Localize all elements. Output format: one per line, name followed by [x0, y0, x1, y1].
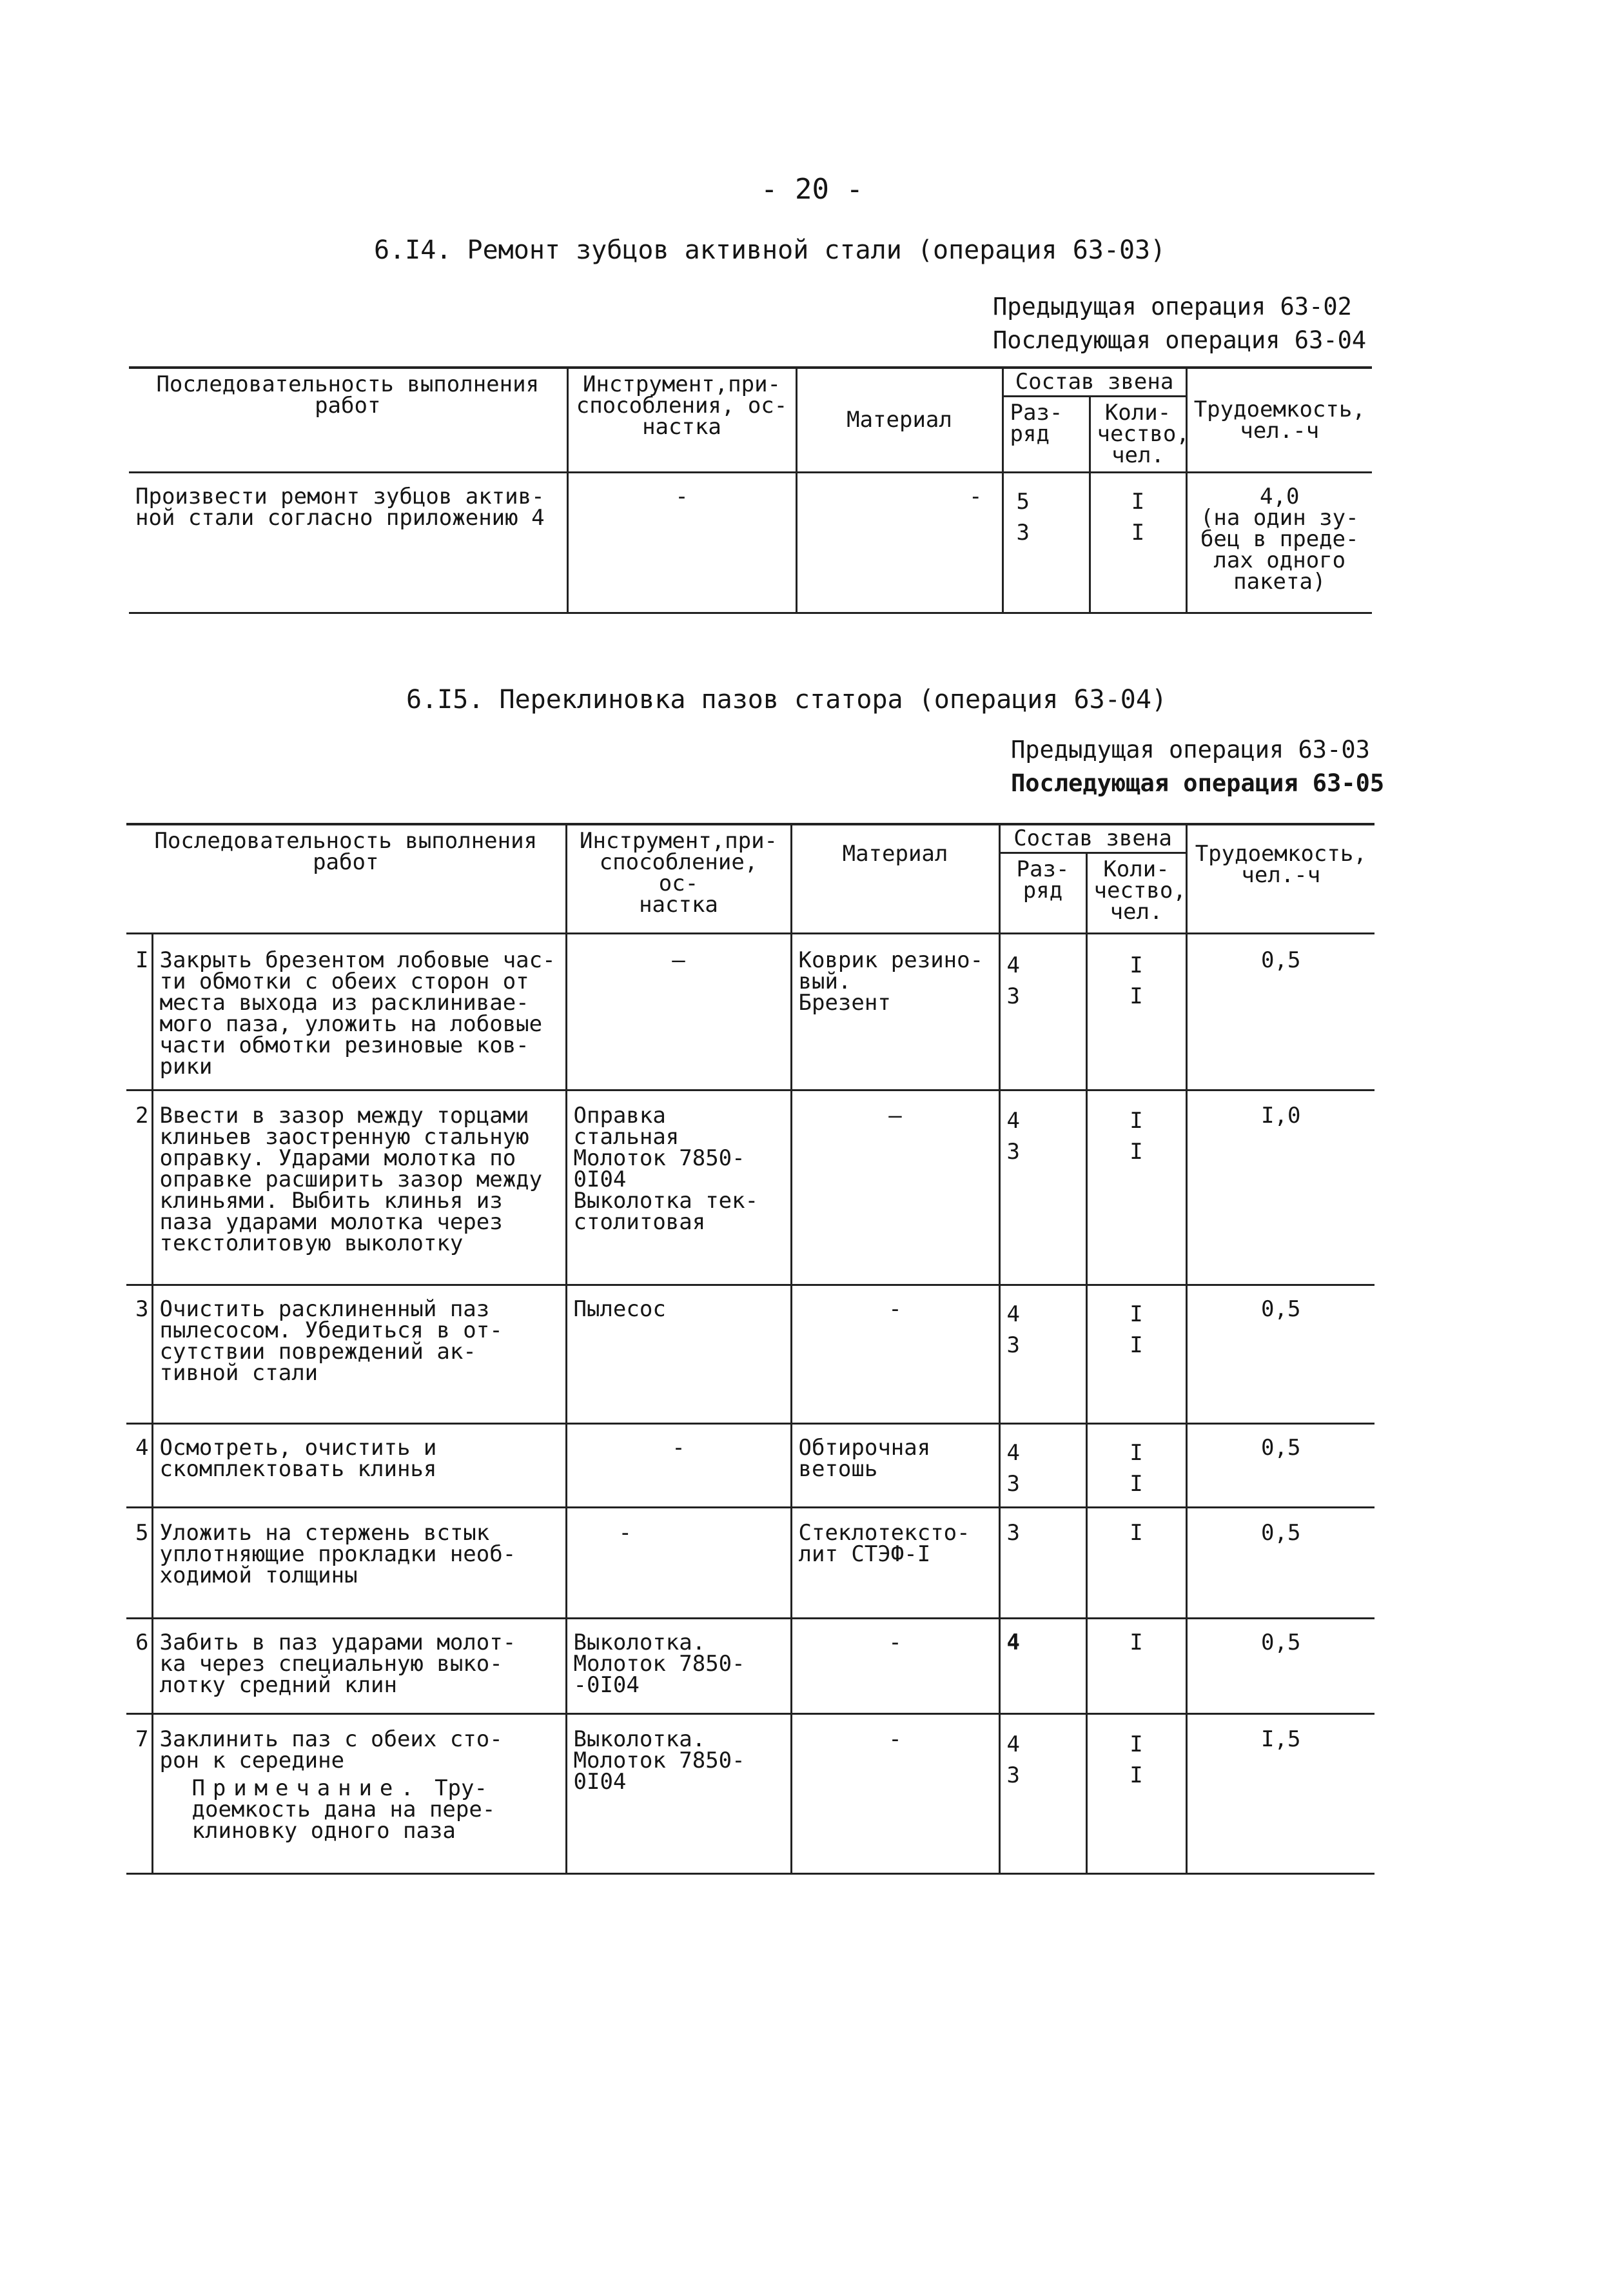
labor-cell: 0,5	[1186, 1508, 1375, 1619]
note	[160, 1771, 559, 1842]
operation-refs	[993, 290, 1366, 357]
grade-cell: 4 3	[999, 1424, 1086, 1508]
material-cell: -	[791, 1714, 999, 1874]
header-material: Материал	[796, 368, 1003, 473]
material-cell: Обтирочная ветошь	[791, 1424, 999, 1508]
header-tools: Инструмент,при- способления, ос- настка	[567, 368, 796, 473]
material-cell: Коврик резино- вый. Брезент	[791, 934, 999, 1090]
next-operation: Последующая операция 63-04	[993, 326, 1367, 354]
header-count: Коли- чество, чел.	[1090, 397, 1186, 473]
grade-cell: 4 3	[999, 934, 1086, 1090]
work-description: Закрыть брезентом лобовые час- ти обмотки с обеих сторон от места выхода из расклинивае- мого паза, уложить на лобовые части обмотки резиновые ков- рики	[152, 934, 566, 1090]
work-description: Произвести ремонт зубцов актив- ной стали согласно приложению 4	[135, 484, 545, 531]
header-tools: Инструмент,при- способление, ос- настка	[566, 824, 791, 934]
previous-operation: Предыдущая операция 63-03	[1011, 736, 1370, 764]
header-crew: Состав звена	[999, 824, 1186, 853]
tools-cell: -	[567, 473, 796, 613]
work-description: Очистить расклиненный паз пылесосом. Убедиться в от- сутствии повреждений ак- тивной стали	[152, 1285, 566, 1424]
note-text: Тру- доемкость дана на пере- клиновку одного паза	[191, 1775, 496, 1844]
tools-cell: Выколотка. Молоток 7850- 0I04	[566, 1714, 791, 1874]
header-grade: Раз- ряд	[1003, 397, 1090, 473]
row-number: 5	[135, 1520, 149, 1546]
row-number: 7	[135, 1726, 149, 1752]
material-cell: -	[796, 473, 1003, 613]
tools-cell: -	[566, 1508, 791, 1619]
labor-cell: 0,5	[1186, 934, 1375, 1090]
row-number: 6	[135, 1630, 149, 1655]
grade-cell: 4	[999, 1619, 1086, 1714]
labor-cell: 4,0 (на один зу- бец в преде- лах одного пакета)	[1186, 473, 1372, 613]
header-crew: Состав звена	[1003, 368, 1186, 397]
grade-cell: 4 3	[999, 1090, 1086, 1285]
page-number: - 20 -	[761, 173, 863, 206]
work-description: Осмотреть, очистить и скомплектовать клинья	[152, 1424, 566, 1508]
count-cell: I	[1086, 1619, 1186, 1714]
next-operation: Последующая операция 63-05	[1011, 769, 1385, 797]
tools-cell: Выколотка. Молоток 7850- -0I04	[566, 1619, 791, 1714]
material-cell: —	[791, 1090, 999, 1285]
labor-cell: I,5	[1186, 1714, 1375, 1874]
count-cell: I I	[1086, 934, 1186, 1090]
row-number: 3	[135, 1296, 149, 1322]
count-cell: I	[1086, 1508, 1186, 1619]
tools-cell: -	[566, 1424, 791, 1508]
header-labor: Трудоемкость, чел.-ч	[1186, 368, 1372, 473]
count-cell: I I	[1086, 1714, 1186, 1874]
header-sequence: Последовательность выполнения работ	[154, 828, 538, 875]
work-with-note	[152, 1714, 566, 1874]
grade-cell: 5 3	[1003, 473, 1090, 613]
section-title: 6.I5. Переклиновка пазов статора (операция 63-04)	[406, 685, 1168, 715]
work-description: Ввести в зазор между торцами клиньев заостренную стальную оправку. Ударами молотка по оправке расширить зазор между клиньями. Выбить клинья из паза ударами молотка через текстолитовую выколотку	[152, 1090, 566, 1285]
header-sequence: Последовательность выполнения работ	[156, 371, 540, 419]
note-label: Примечание.	[191, 1775, 422, 1801]
tools-cell: Оправка стальная Молоток 7850- 0I04 Выколотка тек- столитовая	[566, 1090, 791, 1285]
header-labor: Трудоемкость, чел.-ч	[1186, 824, 1375, 934]
material-cell: Стеклотексто- лит СТЭФ-I	[791, 1508, 999, 1619]
labor-cell: 0,5	[1186, 1619, 1375, 1714]
grade-cell: 4 3	[999, 1285, 1086, 1424]
row-number: 2	[135, 1103, 149, 1129]
operation-table-6-15	[126, 823, 1375, 1875]
row-number: I	[135, 947, 149, 973]
labor-cell: 0,5	[1186, 1285, 1375, 1424]
count-cell: I I	[1086, 1424, 1186, 1508]
material-cell: -	[791, 1285, 999, 1424]
work-description: Заклинить паз с обеих сто- рон к середине	[159, 1726, 503, 1773]
grade-cell: 3	[999, 1508, 1086, 1619]
material-cell: -	[791, 1619, 999, 1714]
row-number: 4	[135, 1435, 149, 1461]
count-cell: I I	[1086, 1285, 1186, 1424]
header-grade: Раз- ряд	[999, 853, 1086, 934]
grade-cell: 4 3	[999, 1714, 1086, 1874]
count-cell: I I	[1090, 473, 1186, 613]
previous-operation: Предыдущая операция 63-02	[993, 293, 1352, 321]
work-description: Уложить на стержень встык уплотняющие прокладки необ- ходимой толщины	[152, 1508, 566, 1619]
operation-refs	[1011, 733, 1384, 800]
labor-cell: I,0	[1186, 1090, 1375, 1285]
work-description: Забить в паз ударами молот- ка через специальную выко- лотку средний клин	[152, 1619, 566, 1714]
header-count: Коли- чество, чел.	[1086, 853, 1186, 934]
operation-table-6-14	[129, 366, 1372, 614]
count-cell: I I	[1086, 1090, 1186, 1285]
tools-cell: —	[566, 934, 791, 1090]
header-material: Материал	[791, 824, 999, 934]
labor-cell: 0,5	[1186, 1424, 1375, 1508]
tools-cell: Пылесос	[566, 1285, 791, 1424]
section-title: 6.I4. Ремонт зубцов активной стали (операция 63-03)	[374, 235, 1166, 265]
